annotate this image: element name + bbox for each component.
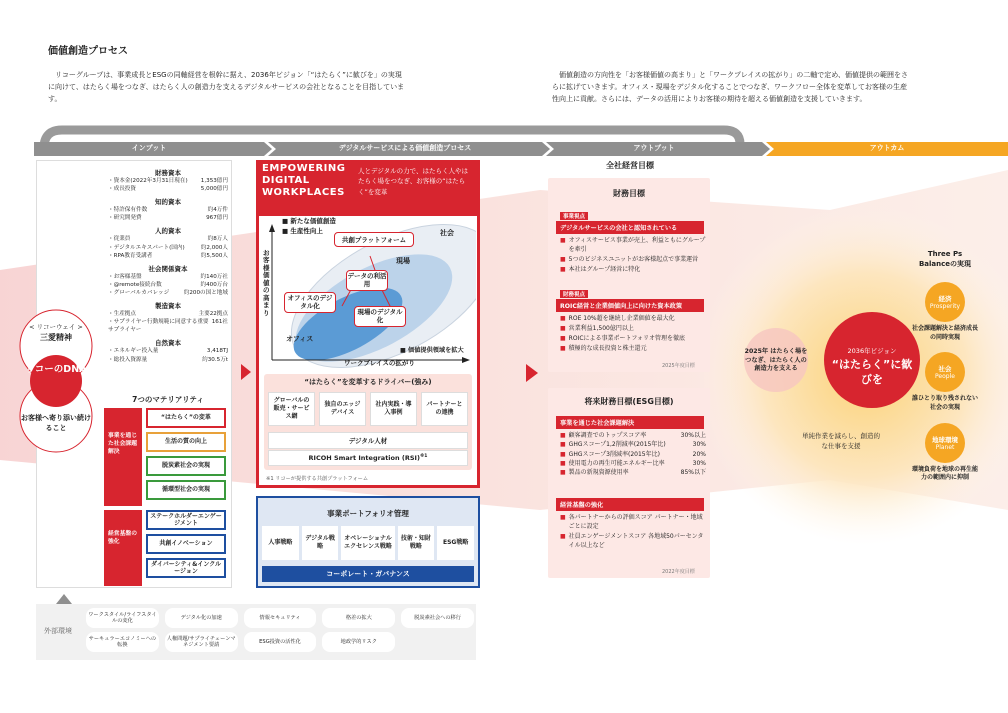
capital-item [108, 289, 228, 297]
esg-item [560, 431, 706, 440]
output-title: 全社経営目標 [606, 161, 654, 170]
capital-item-label: ・特許保有件数 [108, 207, 148, 214]
bullet-square-icon: ■ [560, 432, 566, 439]
bullet-text: 社員エンゲージメントスコア 各地域50パーセンタイル以上など [568, 533, 704, 549]
bullet-square-icon: ■ [560, 441, 566, 449]
capital-item-value: 約4万件 [207, 207, 228, 214]
esg-item-value: 20% [692, 450, 706, 458]
esg-item-label: 顧客調査でのトップスコア率 [568, 432, 647, 439]
ps-circle [925, 352, 965, 392]
three-ps-list [910, 282, 980, 493]
biz-items [560, 236, 706, 275]
vision-label: 2036年ビジョン [847, 347, 897, 355]
driver-item: 独自のエッジデバイス [319, 392, 366, 426]
driver-item: 社内実践・導入事例 [370, 392, 417, 426]
capital-item-value: 1,353億円 [200, 178, 228, 184]
esg-sec2: 経営基盤の強化 [556, 498, 704, 511]
ps-item [910, 352, 980, 412]
fin-tag: 財務視点 [560, 290, 588, 298]
capital-item [108, 310, 228, 318]
capital-item-label: ・デジタルエキスパート(国内) [108, 244, 185, 251]
bullet-item [560, 532, 706, 550]
capital-item [108, 281, 228, 289]
capital-item-label: ・グローバルカバレッジ [108, 289, 170, 296]
portfolio-item: オペレーショナルエクセレンス戦略 [341, 526, 394, 560]
region-label: ■ 価値提供領域を拡大 [400, 347, 464, 354]
materiality-item: “はたらく”の変革 [146, 408, 226, 428]
capital-item [108, 235, 228, 243]
capital-item-value: 約8万人 [207, 236, 228, 243]
capital-group-title: 財務資本 [155, 169, 181, 177]
materiality-item: 循環型社会の実現 [146, 480, 226, 500]
capital-item [108, 273, 228, 281]
bullet-square-icon: ■ [560, 469, 566, 477]
y-axis-label: お客様価値の高まり [263, 249, 270, 317]
esg-item-value: 30% [692, 459, 706, 467]
capital-group-title: 社会関係資本 [148, 264, 188, 273]
capital-item-label: ・お客様基盤 [108, 273, 142, 280]
esg-item-value: 85%以下 [680, 469, 706, 477]
bullet-square-icon: ■ [560, 345, 566, 352]
capital-group-title: 人的資本 [155, 227, 181, 236]
portfolio-item: デジタル戦略 [302, 526, 339, 560]
intro-left: リコーグループは、事業成長とESGの同軸経営を根幹に据え、2036年ビジョン「“はたらく”に歓びを」の実現に向けて、はたらく場をつなぎ、はたらく人の創造力を支えるデジタルサービスの会社となることを目指しています。 [48, 71, 405, 103]
ps-en: People [935, 373, 955, 381]
capital-item [108, 177, 228, 185]
esg-items-2 [560, 513, 706, 551]
bullet-item [560, 236, 706, 254]
legend-productivity: ■ 生産性向上 [282, 227, 323, 235]
portfolio-items [262, 526, 474, 560]
capital-item-value: 5,000億円 [200, 186, 228, 193]
mat-category-1: 事業を通じた社会課題解決 [104, 408, 142, 506]
esg-item-label: 製品の新規資源使用率 [568, 469, 629, 477]
legend-new-value: ■ 新たな価値創造 [282, 217, 336, 225]
x-axis-label: ワークプレイスの拡がり [344, 359, 415, 367]
driver-item: パートナーとの連携 [421, 392, 468, 426]
esg-sec1: 事業を通じた社会課題解決 [556, 416, 704, 429]
capital-item-value: 約30.5万t [202, 356, 228, 363]
bullet-text: 営業利益1,500億円以上 [568, 325, 634, 332]
fin-items [560, 314, 706, 354]
bullet-item [560, 265, 706, 274]
bullet-square-icon: ■ [560, 315, 566, 322]
capital-item-label: ・資本金(2022年3月31日現在) [108, 178, 188, 184]
materiality-item: 脱炭素社会の実現 [146, 456, 226, 476]
capital-item [108, 214, 228, 222]
fin-head: ROIC経営と企業価値向上に向けた資本政策 [556, 299, 704, 312]
capital-item-value: 約200の国と地域 [183, 289, 228, 296]
bullet-square-icon: ■ [560, 325, 566, 332]
vision-sub: 単純作業を減らし、創造的な仕事を支援 [802, 432, 880, 450]
governance-bar: コーポレート・ガバナンス [262, 566, 474, 582]
capital-item-label: ・従業員 [108, 236, 131, 243]
materiality-items [146, 408, 226, 578]
portfolio-item: 技術・知財戦略 [398, 526, 435, 560]
env-item: デジタル化の加速 [165, 608, 238, 628]
materiality-item: ステークホルダーエンゲージメント [146, 510, 226, 530]
capital-item [108, 252, 228, 260]
driver-item: グローバルの販売・サービス網 [268, 392, 315, 426]
capital-item-label: ・成長投資 [108, 186, 136, 193]
bubble-platform: 共創プラットフォーム [334, 232, 414, 247]
capital-item-label: ・サプライヤー行動規範に同意する重要サプライヤー [108, 319, 209, 334]
bullet-text: オフィスサービス事業が売上、利益ともにグループを牽引 [568, 237, 706, 253]
ps-title: 社会 [938, 365, 952, 374]
empower-desc: 人とデジタルの力で、はたらく人やはたらく場をつなぎ、お客様の“はたらく”を変革 [358, 167, 468, 196]
capital-item [108, 244, 228, 252]
target-year-1: 2025年度目標 [662, 363, 695, 369]
bullet-text: 5つのビジネスユニットがお客様起点で事業運営 [568, 256, 699, 263]
env-item: 脱炭素社会への移行 [401, 608, 474, 628]
esg-item-label: GHGスコープ1,2削減率(2015年比) [568, 441, 666, 449]
materiality-item: 生活の質の向上 [146, 432, 226, 452]
capital-item [108, 318, 228, 334]
target-2025: 2025年 はたらく場をつなぎ、はたらく人の創造力を支える [744, 348, 808, 373]
bullet-item [560, 255, 706, 264]
empower-title: EMPOWERING DIGITAL WORKPLACES [262, 163, 346, 198]
dna-label: リコーのDNA [25, 364, 87, 375]
stage-output: アウトプット [633, 144, 675, 152]
capital-item [108, 185, 228, 193]
env-item: ESG投資の活性化 [244, 632, 317, 652]
drivers-title: “はたらく”を変革するドライバー(強み) [304, 378, 432, 386]
page-title: 価値創造プロセス [48, 46, 128, 57]
ps-desc: 誰ひとり取り残されない社会の実現 [911, 395, 978, 412]
capital-item [108, 356, 228, 364]
bullet-item [560, 334, 706, 343]
rsi-note-mark: ※1 [419, 454, 428, 459]
env-item: サーキュラーエコノミーへの転換 [86, 632, 159, 652]
bullet-square-icon: ■ [560, 237, 566, 244]
ps-circle [925, 423, 965, 463]
chevron-arrow-1 [241, 364, 251, 380]
env-item: 情報セキュリティ [244, 608, 317, 628]
capital-group-title: 製造資本 [155, 302, 181, 311]
bullet-text: 積極的な成長投資と株主還元 [568, 345, 647, 352]
stage-outcome: アウトカム [869, 144, 905, 152]
ps-item [910, 282, 980, 342]
materiality-title: 7つのマテリアリティ [132, 395, 204, 404]
stage-process: デジタルサービスによる価値創造プロセス [338, 144, 472, 152]
ps-desc: 社会課題解決と経済成長の同時実現 [911, 325, 978, 341]
capital-item [108, 347, 228, 355]
capital-item-value: 約5,500人 [200, 252, 228, 259]
capital-item-value: 約2,000人 [200, 244, 228, 251]
capital-item-value: 161社 [211, 319, 228, 326]
capital-item-value: 約400万台 [200, 281, 228, 288]
esg-item [560, 459, 706, 468]
ps-desc: 環境負荷を地球の再生能力の範囲内に抑制 [911, 465, 978, 482]
capital-item-value: 約140万社 [200, 273, 228, 280]
capital-item-label: ・エネルギー投入量 [108, 348, 159, 355]
bullet-square-icon: ■ [560, 514, 566, 521]
capital-item-label: ・@remote接続台数 [108, 281, 162, 288]
capital-item [108, 206, 228, 214]
bullet-square-icon: ■ [560, 335, 566, 342]
target-year-2: 2022年度目標 [662, 569, 695, 575]
label-society: 社会 [440, 229, 454, 237]
way-value: 三愛精神 [40, 333, 72, 342]
biz-head: デジタルサービスの会社と認知されている [556, 221, 704, 234]
label-site: 現場 [396, 257, 410, 265]
env-items [86, 608, 474, 652]
bullet-item [560, 324, 706, 333]
bullet-square-icon: ■ [560, 266, 566, 273]
bubble-office-dx: オフィスのデジタル化 [284, 292, 336, 313]
mat-category-2: 経営基盤の強化 [104, 510, 142, 586]
materiality-item: 共創イノベーション [146, 534, 226, 554]
fin-title: 財務目標 [613, 189, 645, 198]
digital-people: デジタル人材 [268, 432, 468, 449]
env-item: ワークスタイル/ライフスタイルの変化 [86, 608, 159, 628]
capital-item-label: ・生産拠点 [108, 311, 136, 318]
rsi-box [268, 450, 468, 466]
esg-item [560, 468, 706, 477]
bullet-item [560, 314, 706, 323]
stage-input: インプット [131, 144, 167, 152]
esg-item [560, 450, 706, 459]
capital-item-value: 3,418TJ [206, 348, 228, 355]
dna-sub: お客様へ寄り添い続けること [21, 414, 91, 432]
bullet-square-icon: ■ [560, 459, 566, 467]
esg-items [560, 431, 706, 477]
portfolio-title: 事業ポートフォリオ管理 [327, 509, 409, 518]
bullet-square-icon: ■ [560, 533, 566, 540]
rsi-label: RICOH Smart Integration (RSI) [308, 454, 420, 463]
capital-item-label: ・総投入資源量 [108, 356, 148, 363]
esg-item-label: GHGスコープ3削減率(2015年比) [568, 450, 660, 458]
bullet-text: 各パートナーからの評価スコア パートナー・地域ごとに設定 [568, 514, 703, 530]
ps-item [910, 423, 980, 483]
three-ps-title: Three Ps Balanceの実現 [918, 250, 972, 268]
bullet-item [560, 513, 706, 531]
vision-text: “はたらく”に歓びを [831, 358, 913, 386]
ps-title: 地球環境 [932, 435, 958, 444]
bullet-text: 本社はグループ経営に特化 [568, 266, 641, 273]
portfolio-item: 人事戦略 [262, 526, 299, 560]
capital-item-label: ・研究開発費 [108, 215, 142, 222]
footnote: ※1 リコーが提供する共創プラットフォーム [266, 476, 369, 482]
env-label: 外部環境 [44, 627, 72, 635]
bullet-square-icon: ■ [560, 450, 566, 458]
drivers-list [268, 392, 468, 426]
capital-group-title: 自然資本 [155, 339, 181, 348]
env-item: 人権問題/サプライチェーンマネジメント要請 [165, 632, 238, 652]
bullet-text: ROE 10%超を継続し企業価値を最大化 [568, 315, 675, 322]
capital-item-value: 967億円 [206, 215, 228, 222]
ps-en: Planet [935, 443, 955, 451]
biz-tag: 事業視点 [560, 212, 588, 220]
ps-title: 経済 [938, 295, 952, 303]
capital-list [108, 168, 228, 364]
intro-right: 価値創造の方向性を「お客様価値の高まり」と「ワークプレイスの拡がり」の二軸で定め、価値提供の範囲をさらに拡げていきます。オフィス・現場をデジタル化することでつなぎ、ワークフロー全体を変革してお客様の生産性向上に貢献。さらには、データの活用によりお客様の期待を超える価値創造を支援していきます。 [552, 71, 909, 103]
bullet-text: ROICによる事業ポートフォリオ管理を徹底 [568, 335, 685, 342]
capital-item-label: ・RPA教育受講者 [108, 252, 153, 259]
env-item: 格差の拡大 [322, 608, 395, 628]
bubble-site-dx: 現場のデジタル化 [354, 306, 406, 327]
esg-item-value: 30%以上 [680, 432, 706, 439]
bubble-data: データの利活用 [346, 270, 388, 291]
capital-item-value: 主要22拠点 [198, 311, 228, 318]
esg-item-label: 使用電力の再生可能エネルギー比率 [568, 459, 665, 467]
ps-en: Prosperity [929, 303, 961, 310]
label-office: オフィス [286, 335, 314, 343]
way-label: < リコーウェイ > [29, 323, 83, 331]
bullet-square-icon: ■ [560, 256, 566, 263]
chevron-arrow-2 [526, 364, 538, 382]
ps-circle [925, 282, 965, 322]
esg-title: 将来財務目標(ESG目標) [584, 397, 674, 406]
bullet-item [560, 344, 706, 353]
esg-item [560, 440, 706, 449]
env-item: 地政学的リスク [322, 632, 395, 652]
portfolio-item: ESG戦略 [437, 526, 474, 560]
materiality-item: ダイバーシティ&インクルージョン [146, 558, 226, 578]
capital-group-title: 知的資本 [155, 198, 181, 207]
esg-item-value: 30% [692, 441, 706, 449]
env-arrow [56, 594, 72, 604]
